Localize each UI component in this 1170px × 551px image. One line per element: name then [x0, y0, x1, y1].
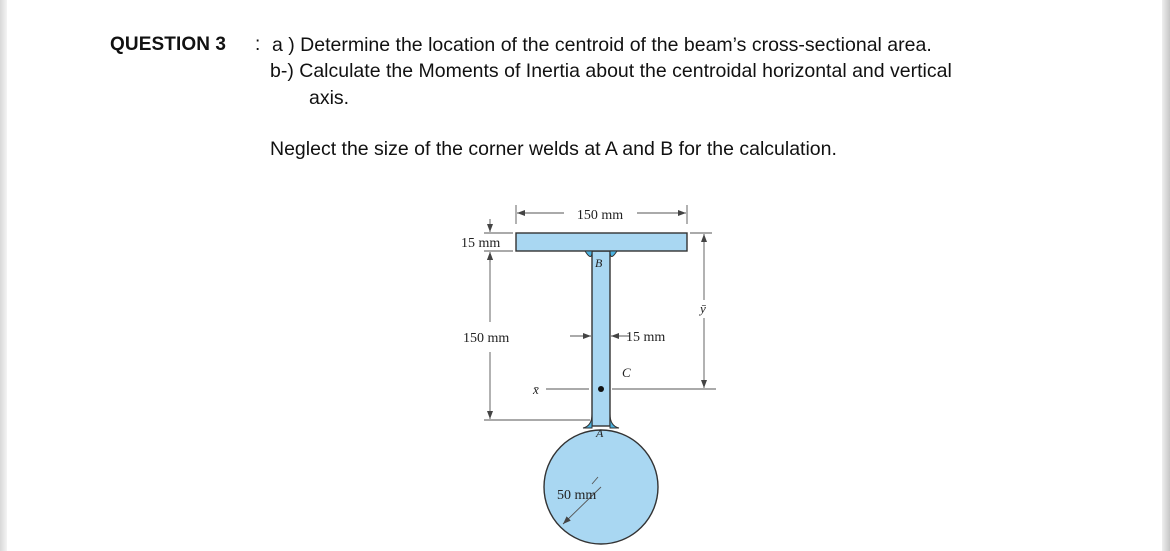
web-shape — [592, 251, 610, 426]
flange-shape — [516, 233, 687, 251]
flange-width-label: 150 mm — [576, 208, 624, 223]
question-part-b-line1: b-) Calculate the Moments of Inertia about the centroidal horizontal and vertical — [270, 60, 952, 82]
centroid-label: C — [622, 365, 631, 380]
radius-label: 50 mm — [557, 488, 597, 503]
ybar-label: ȳ — [700, 301, 706, 316]
xbar-label: x̄ — [533, 382, 539, 397]
question-separator: : — [255, 34, 261, 55]
question-label: QUESTION 3 — [110, 34, 227, 55]
question-part-b-line2: axis. — [309, 87, 350, 109]
question-part-a: a ) Determine the location of the centroid of the beam’s cross-sectional area. — [272, 34, 932, 56]
centroid-dot — [598, 386, 604, 392]
web-height-label: 150 mm — [463, 331, 510, 346]
flange-thickness-label: 15 mm — [461, 236, 501, 251]
question-note: Neglect the size of the corner welds at A and B for the calculation. — [270, 138, 837, 160]
weld-b-label: B — [595, 256, 603, 270]
weld-a-label: A — [596, 426, 604, 440]
web-thickness-label: 15 mm — [626, 330, 666, 345]
